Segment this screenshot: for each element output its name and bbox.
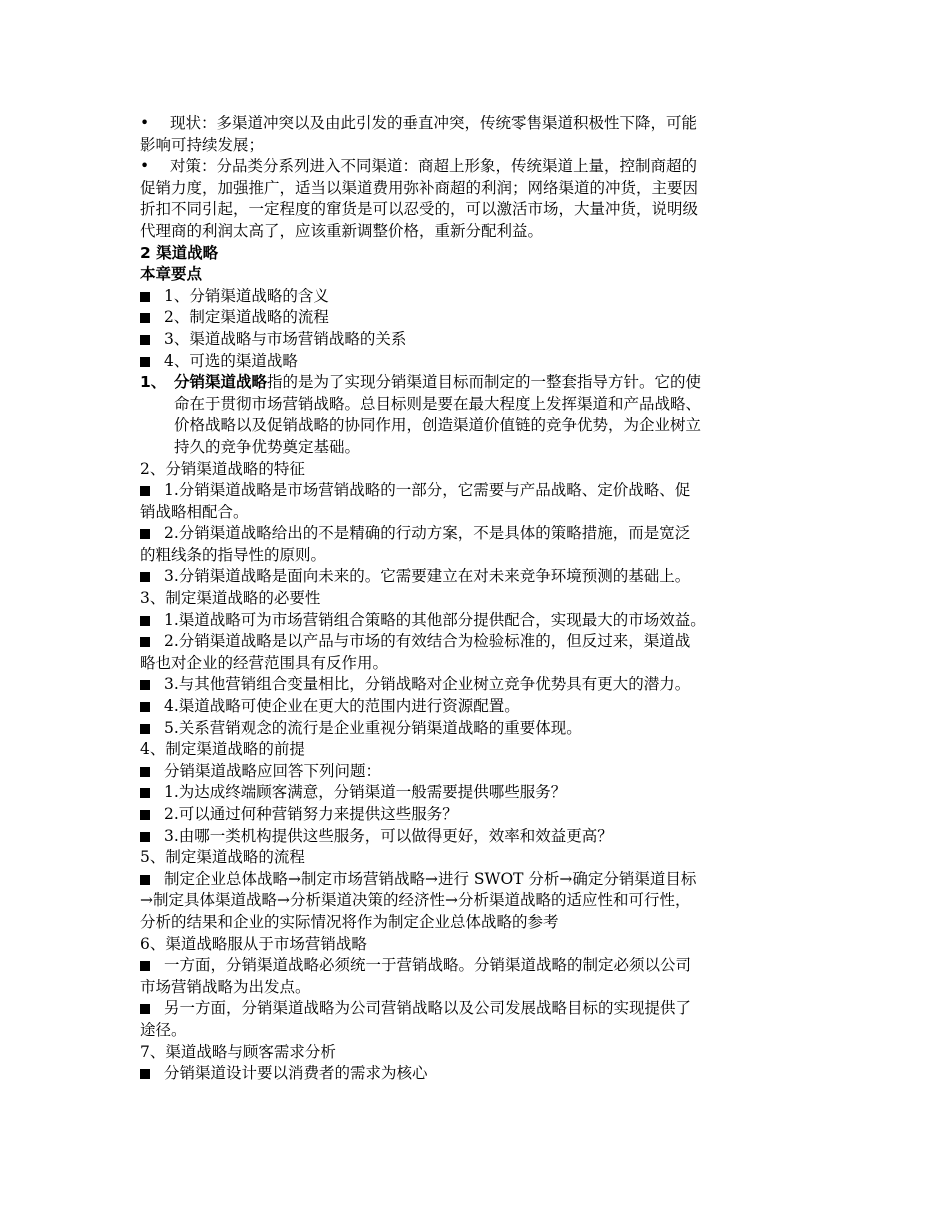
text-line [140, 804, 820, 826]
bold-term: 分销渠道战略 [174, 373, 268, 392]
text-line [140, 480, 820, 502]
text-line [140, 761, 820, 783]
square-bullet-icon [140, 357, 150, 367]
text-line [140, 135, 820, 157]
paragraph [140, 480, 820, 523]
line-text: 指的是为了实现分销渠道目标而制定的一整套指导方针。它的使 [267, 373, 702, 392]
line-text: 3、渠道战略与市场营销战略的关系 [164, 329, 407, 348]
text-line [140, 610, 820, 632]
text-line [140, 178, 820, 200]
square-bullet-icon [140, 767, 150, 777]
line-text: 促销力度，加强推广，适当以渠道费用弥补商超的利润；网络渠道的冲货，主要因 [140, 178, 699, 197]
text-line [140, 545, 820, 567]
list-number: 1、 [140, 373, 167, 392]
text-line [140, 437, 820, 459]
square-bullet-icon [140, 680, 150, 690]
paragraph [140, 610, 820, 632]
paragraph [140, 566, 820, 588]
text-line [140, 329, 820, 351]
square-bullet-icon [140, 529, 150, 539]
text-line [140, 221, 820, 243]
text-line [140, 890, 820, 912]
line-text: 代理商的利润太高了，应该重新调整价格，重新分配利益。 [140, 221, 544, 240]
line-text: 价格战略以及促销战略的协同作用，创造渠道价值链的竞争优势，为企业树立 [174, 416, 702, 435]
line-text: 1.为达成终端顾客满意，分销渠道一般需要提供哪些服务？ [164, 783, 567, 802]
paragraph [140, 998, 820, 1041]
paragraph [140, 286, 820, 308]
line-text: 对策：分品类分系列进入不同渠道：商超上形象，传统渠道上量，控制商超的 [170, 157, 698, 176]
paragraph [140, 329, 820, 351]
text-line [140, 156, 820, 178]
text-line [140, 566, 820, 588]
text-line [140, 631, 820, 653]
text-line [140, 351, 820, 373]
text-line [140, 1020, 820, 1042]
text-line [140, 934, 820, 956]
paragraph [140, 588, 820, 610]
section-heading [140, 264, 820, 286]
square-bullet-icon [140, 702, 150, 712]
text-line [140, 1063, 820, 1085]
line-text: 的粗线条的指导性的原则。 [140, 545, 327, 564]
line-text: 制定企业总体战略→制定市场营销战略→进行 SWOT 分析→确定分销渠道目标 [164, 869, 697, 888]
section-heading [140, 243, 820, 265]
bullet-icon: • [140, 157, 150, 176]
square-bullet-icon [140, 1069, 150, 1079]
text-line [140, 394, 820, 416]
paragraph [140, 869, 820, 934]
line-text: 7、渠道战略与顾客需求分析 [140, 1042, 336, 1061]
line-text: 1.渠道战略可为市场营销组合策略的其他部分提供配合，实现最大的市场效益。 [164, 610, 706, 629]
line-text: 2 渠道战略 [140, 243, 219, 262]
square-bullet-icon [140, 292, 150, 302]
text-line [140, 977, 820, 999]
line-text: 3.与其他营销组合变量相比，分销战略对企业树立竞争优势具有更大的潜力。 [164, 675, 691, 694]
paragraph [140, 243, 820, 265]
line-text: 1.分销渠道战略是市场营销战略的一部分，它需要与产品战略、定价战略、促 [164, 481, 691, 500]
square-bullet-icon [140, 875, 150, 885]
line-text: 命在于贯彻市场营销战略。总目标则是要在最大程度上发挥渠道和产品战略、 [174, 394, 702, 413]
square-bullet-icon [140, 486, 150, 496]
square-bullet-icon [140, 313, 150, 323]
paragraph [140, 1063, 820, 1085]
square-bullet-icon [140, 616, 150, 626]
line-text: 现状：多渠道冲突以及由此引发的垂直冲突，传统零售渠道积极性下降，可能 [170, 114, 698, 132]
paragraph [140, 156, 820, 242]
paragraph [140, 847, 820, 869]
paragraph [140, 264, 820, 286]
square-bullet-icon [140, 832, 150, 842]
text-line [140, 782, 820, 804]
line-text: 影响可持续发展； [140, 135, 265, 154]
text-line [140, 113, 820, 135]
paragraph [140, 934, 820, 956]
square-bullet-icon [140, 724, 150, 734]
text-line [140, 1042, 820, 1064]
paragraph [140, 523, 820, 566]
paragraph [140, 739, 820, 761]
line-text: →制定具体渠道战略→分析渠道决策的经济性→分析渠道战略的适应性和可行性， [140, 891, 691, 910]
text-line [140, 653, 820, 675]
line-text: 3、制定渠道战略的必要性 [140, 589, 321, 608]
square-bullet-icon [140, 788, 150, 798]
paragraph [140, 631, 820, 674]
line-text: 4.渠道战略可使企业在更大的范围内进行资源配置。 [164, 697, 520, 716]
text-line [140, 718, 820, 740]
bullet-icon: • [140, 114, 150, 132]
line-text: 4、制定渠道战略的前提 [140, 740, 305, 759]
paragraph [140, 955, 820, 998]
line-text: 6、渠道战略服从于市场营销战略 [140, 934, 367, 953]
line-text: 销战略相配合。 [140, 502, 249, 521]
line-text: 持久的竞争优势奠定基础。 [174, 437, 361, 456]
line-text: 4、可选的渠道战略 [164, 351, 298, 370]
paragraph [140, 113, 820, 156]
text-line [140, 459, 820, 481]
square-bullet-icon [140, 572, 150, 582]
paragraph [140, 674, 820, 696]
text-line [140, 912, 820, 934]
line-text: 分销渠道战略应回答下列问题： [164, 761, 382, 780]
text-line [140, 847, 820, 869]
line-text: 本章要点 [140, 265, 203, 284]
paragraph [140, 826, 820, 848]
paragraph [140, 782, 820, 804]
text-line [140, 955, 820, 977]
text-line [140, 286, 820, 308]
paragraph [140, 1042, 820, 1064]
line-text: 2、分销渠道战略的特征 [140, 459, 305, 478]
paragraph [140, 351, 820, 373]
square-bullet-icon [140, 637, 150, 647]
text-line [140, 523, 820, 545]
text-line [140, 696, 820, 718]
line-text: 5.关系营销观念的流行是企业重视分销渠道战略的重要体现。 [164, 718, 582, 737]
line-text: 分析的结果和企业的实际情况将作为制定企业总体战略的参考 [140, 912, 559, 931]
line-text: 2、制定渠道战略的流程 [164, 308, 329, 327]
square-bullet-icon [140, 335, 150, 345]
text-line [140, 502, 820, 524]
line-text: 途径。 [140, 1020, 187, 1039]
text-line [140, 199, 820, 221]
text-line [140, 869, 820, 891]
text-line [140, 739, 820, 761]
paragraph [140, 459, 820, 481]
text-line [140, 998, 820, 1020]
text-line [140, 415, 820, 437]
line-text: 折扣不同引起，一定程度的窜货是可以忍受的，可以激活市场，大量冲货，说明级 [140, 200, 699, 219]
line-text: 2.分销渠道战略是以产品与市场的有效结合为检验标准的，但反过来，渠道战 [164, 632, 691, 651]
square-bullet-icon [140, 1004, 150, 1014]
text-line [140, 307, 820, 329]
square-bullet-icon [140, 810, 150, 820]
text-line [140, 372, 820, 394]
line-text: 3.由哪一类机构提供这些服务，可以做得更好，效率和效益更高？ [164, 826, 613, 845]
text-line [140, 826, 820, 848]
line-text: 5、制定渠道战略的流程 [140, 848, 305, 867]
line-text: 市场营销战略为出发点。 [140, 977, 311, 996]
line-text: 略也对企业的经营范围具有反作用。 [140, 653, 389, 672]
document-body [140, 113, 820, 1085]
line-text: 一方面，分销渠道战略必须统一于营销战略。分销渠道战略的制定必须以公司 [164, 956, 692, 975]
line-text: 分销渠道设计要以消费者的需求为核心 [164, 1064, 428, 1083]
line-text: 3.分销渠道战略是面向未来的。它需要建立在对未来竞争环境预测的基础上。 [164, 567, 691, 586]
paragraph [140, 372, 820, 458]
square-bullet-icon [140, 961, 150, 971]
line-text: 2.可以通过何种营销努力来提供这些服务？ [164, 805, 458, 823]
paragraph [140, 696, 820, 718]
line-text: 2.分销渠道战略给出的不是精确的行动方案，不是具体的策略措施，而是宽泛 [164, 524, 691, 543]
paragraph [140, 804, 820, 826]
line-text: 1、分销渠道战略的含义 [164, 286, 329, 305]
paragraph [140, 718, 820, 740]
text-line [140, 588, 820, 610]
paragraph [140, 761, 820, 783]
line-text: 另一方面，分销渠道战略为公司营销战略以及公司发展战略目标的实现提供了 [164, 999, 692, 1018]
text-line [140, 674, 820, 696]
paragraph [140, 307, 820, 329]
